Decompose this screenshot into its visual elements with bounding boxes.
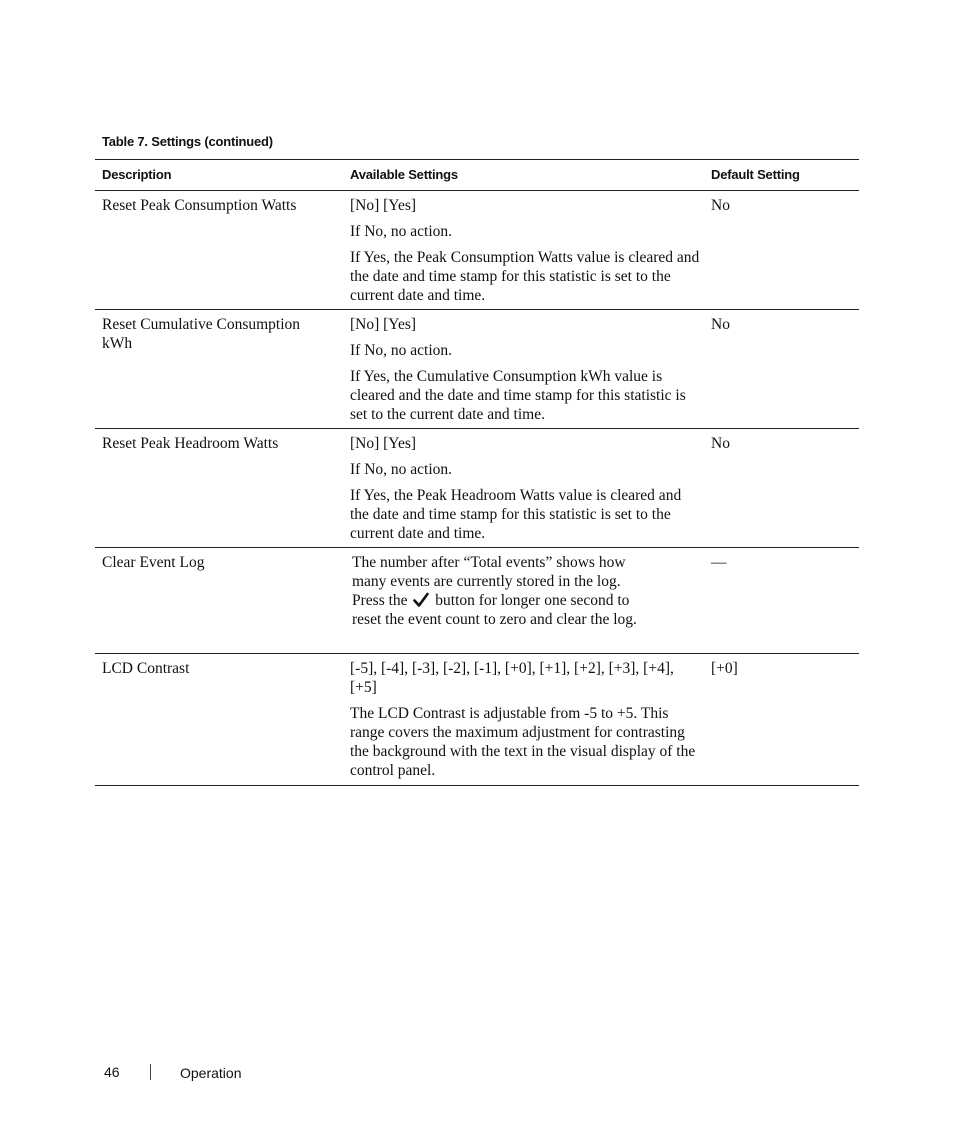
table-caption: Table 7. Settings (continued) bbox=[102, 134, 273, 149]
setting-note: If No, no action. bbox=[350, 223, 453, 240]
row-available-settings bbox=[350, 434, 702, 543]
table-row bbox=[95, 654, 859, 786]
setting-options: [No] [Yes] bbox=[350, 316, 417, 333]
checkmark-icon bbox=[413, 592, 429, 608]
footer-section-name: Operation bbox=[180, 1065, 242, 1081]
row-description: Reset Cumulative Consumption kWh bbox=[102, 316, 301, 352]
row-default-setting: — bbox=[711, 554, 727, 571]
header-default-setting: Default Setting bbox=[711, 167, 800, 182]
setting-options: [No] [Yes] bbox=[350, 435, 417, 452]
table-row bbox=[95, 548, 859, 654]
row-description: LCD Contrast bbox=[102, 660, 190, 677]
header-description: Description bbox=[102, 167, 172, 182]
setting-note: If Yes, the Cumulative Consumption kWh value is cleared and the date and time stamp for this statistic is set to the current date and time. bbox=[350, 368, 686, 423]
row-default-setting: No bbox=[711, 316, 730, 333]
row-description: Reset Peak Headroom Watts bbox=[102, 435, 279, 452]
table-row bbox=[95, 310, 859, 429]
setting-note-part: The number after “Total events” shows how many events are currently stored in the log. Press the bbox=[352, 554, 626, 609]
setting-note: If No, no action. bbox=[350, 342, 453, 359]
setting-note: The LCD Contrast is adjustable from -5 to +5. This range covers the maximum adjustment for contrasting the background with the text in the visual display of the control panel. bbox=[350, 705, 696, 779]
footer-divider bbox=[150, 1064, 151, 1080]
row-default-setting: No bbox=[711, 435, 730, 452]
page-number: 46 bbox=[104, 1064, 120, 1080]
table-row bbox=[95, 429, 859, 548]
setting-note-part: button for longer one second to reset the event count to zero and clear the log. bbox=[352, 592, 637, 628]
table-row bbox=[95, 191, 859, 310]
row-description: Reset Peak Consumption Watts bbox=[102, 197, 297, 214]
table-header bbox=[95, 160, 859, 191]
row-available-settings bbox=[350, 553, 652, 629]
row-available-settings bbox=[350, 315, 702, 424]
row-default-setting: No bbox=[711, 197, 730, 214]
setting-note: If Yes, the Peak Headroom Watts value is cleared and the date and time stamp for this statistic is set to the current date and time. bbox=[350, 487, 682, 542]
row-description: Clear Event Log bbox=[102, 554, 205, 571]
setting-note: If Yes, the Peak Consumption Watts value is cleared and the date and time stamp for this statistic is set to the current date and time. bbox=[350, 249, 700, 304]
setting-options: [No] [Yes] bbox=[350, 197, 417, 214]
setting-options: [-5], [-4], [-3], [-2], [-1], [+0], [+1], [+2], [+3], [+4], [+5] bbox=[350, 660, 674, 696]
row-available-settings bbox=[350, 196, 702, 305]
settings-table bbox=[95, 159, 859, 786]
header-available-settings: Available Settings bbox=[350, 167, 458, 182]
row-default-setting: [+0] bbox=[711, 660, 738, 677]
setting-note: If No, no action. bbox=[350, 461, 453, 478]
row-available-settings bbox=[350, 659, 702, 780]
